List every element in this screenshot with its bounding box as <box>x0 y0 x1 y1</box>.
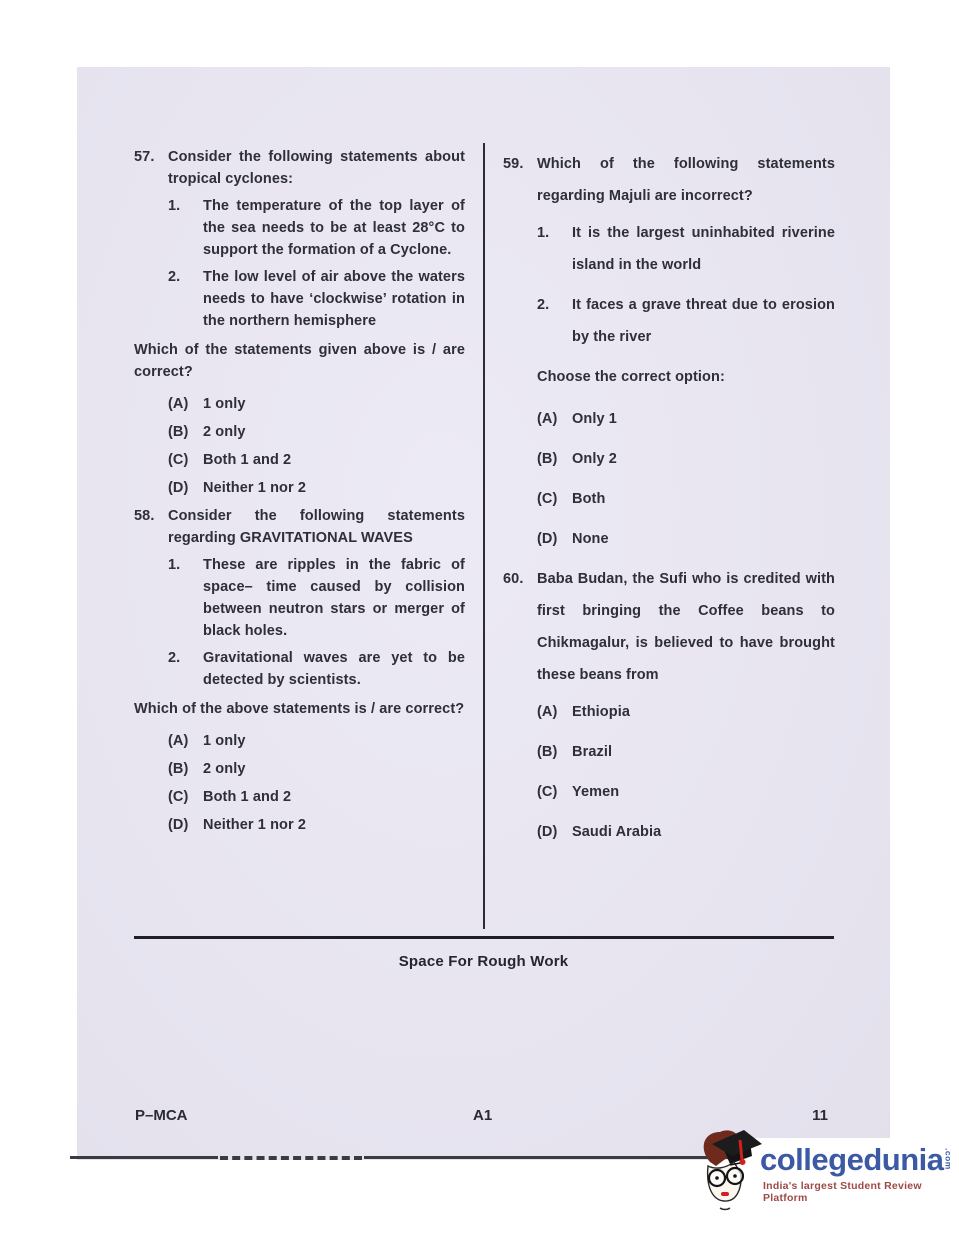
option-label: (A) <box>168 733 189 749</box>
option-d <box>168 814 465 836</box>
option-text: 1 only <box>203 733 246 749</box>
option-label: (D) <box>537 824 558 840</box>
option-d <box>537 523 835 555</box>
question-59 <box>503 148 835 555</box>
option-text: Both 1 and 2 <box>203 789 292 805</box>
question-text: Consider the following statements about tropical cyclones: <box>168 149 465 187</box>
paper-code: P–MCA <box>135 1107 188 1124</box>
option-b <box>537 736 835 768</box>
option-label: (A) <box>168 396 189 412</box>
option-a <box>537 403 835 435</box>
question-number: 60. <box>503 571 524 587</box>
option-text: Only 1 <box>572 411 617 427</box>
option-c <box>537 483 835 515</box>
statement <box>168 195 465 261</box>
option-a <box>537 696 835 728</box>
statement <box>537 217 835 281</box>
option-a <box>168 730 465 752</box>
page-bottom-edge-left <box>70 1156 218 1159</box>
option-a <box>168 393 465 415</box>
option-text: Neither 1 nor 2 <box>203 480 307 496</box>
statement <box>537 289 835 353</box>
option-label: (C) <box>537 491 558 507</box>
option-text: Only 2 <box>572 451 617 467</box>
question-58 <box>134 505 465 836</box>
question-text: Which of the following statements regarding Majuli are incorrect? <box>537 156 835 204</box>
option-label: (C) <box>168 452 189 468</box>
statement-number: 1. <box>537 225 550 241</box>
page-number: 11 <box>812 1107 828 1124</box>
statement-text: The low level of air above the waters needs to have ‘clockwise’ rotation in the northern hemisphere <box>203 269 465 329</box>
statement-text: It faces a grave threat due to erosion by the river <box>572 297 835 345</box>
option-c <box>168 786 465 808</box>
option-d <box>168 477 465 499</box>
question-text: Baba Budan, the Sufi who is credited with first bringing the Coffee beans to Chikmagalur, is believed to have brought these beans from <box>537 571 835 683</box>
option-text: Yemen <box>572 784 620 800</box>
option-b <box>537 443 835 475</box>
question-number: 58. <box>134 508 155 524</box>
question-60 <box>503 563 835 848</box>
option-b <box>168 421 465 443</box>
option-text: Neither 1 nor 2 <box>203 817 307 833</box>
statement-number: 2. <box>537 297 550 313</box>
question-prompt: Choose the correct option: <box>537 369 725 385</box>
question-number: 57. <box>134 149 155 165</box>
question-prompt: Which of the statements given above is / are correct? <box>134 342 465 380</box>
option-text: 2 only <box>203 761 246 777</box>
statement-number: 1. <box>168 557 181 573</box>
option-label: (B) <box>537 744 558 760</box>
question-number: 59. <box>503 156 524 172</box>
collegedunia-mascot-icon <box>694 1124 766 1216</box>
option-text: Both 1 and 2 <box>203 452 292 468</box>
option-d <box>537 816 835 848</box>
right-column <box>503 148 835 856</box>
question-prompt: Which of the above statements is / are correct? <box>134 701 465 717</box>
brand-tagline: India's largest Student Review Platform <box>763 1180 922 1204</box>
page-bottom-edge-dashed <box>220 1156 362 1160</box>
collegedunia-logo <box>694 1122 959 1236</box>
statement-text: Gravitational waves are yet to be detected by scientists. <box>203 650 465 688</box>
option-label: (B) <box>168 761 189 777</box>
brand-tld: .com <box>943 1148 954 1170</box>
option-label: (B) <box>168 424 189 440</box>
statement-text: The temperature of the top layer of the sea needs to be at least 28°C to support the formation of a Cyclone. <box>203 198 465 258</box>
option-text: Brazil <box>572 744 613 760</box>
option-label: (D) <box>168 817 189 833</box>
brand-wordmark: collegedunia <box>760 1142 944 1177</box>
statement-text: It is the largest uninhabited riverine island in the world <box>572 225 835 273</box>
option-text: Ethiopia <box>572 704 630 720</box>
statement <box>168 266 465 332</box>
statement <box>168 554 465 642</box>
option-c <box>537 776 835 808</box>
statement-text: These are ripples in the fabric of space– time caused by collision between neutron stars or merger of black holes. <box>203 557 465 639</box>
option-label: (A) <box>537 411 558 427</box>
statement-number: 2. <box>168 650 181 666</box>
option-text: None <box>572 531 609 547</box>
option-text: Both <box>572 491 606 507</box>
rough-work-label: Space For Rough Work <box>398 953 569 970</box>
option-label: (C) <box>537 784 558 800</box>
scanned-exam-page <box>77 67 890 1160</box>
rough-work-divider <box>134 936 834 939</box>
statement <box>168 647 465 691</box>
option-label: (B) <box>537 451 558 467</box>
booklet-code: A1 <box>473 1107 493 1124</box>
option-c <box>168 449 465 471</box>
left-column <box>134 146 465 842</box>
option-label: (A) <box>537 704 558 720</box>
option-text: 2 only <box>203 424 246 440</box>
option-text: Saudi Arabia <box>572 824 662 840</box>
option-label: (D) <box>168 480 189 496</box>
question-57 <box>134 146 465 499</box>
option-b <box>168 758 465 780</box>
statement-number: 1. <box>168 198 181 214</box>
option-label: (D) <box>537 531 558 547</box>
statement-number: 2. <box>168 269 181 285</box>
option-label: (C) <box>168 789 189 805</box>
column-divider <box>483 143 485 929</box>
option-text: 1 only <box>203 396 246 412</box>
question-text: Consider the following statements regarding GRAVITATIONAL WAVES <box>168 508 465 546</box>
